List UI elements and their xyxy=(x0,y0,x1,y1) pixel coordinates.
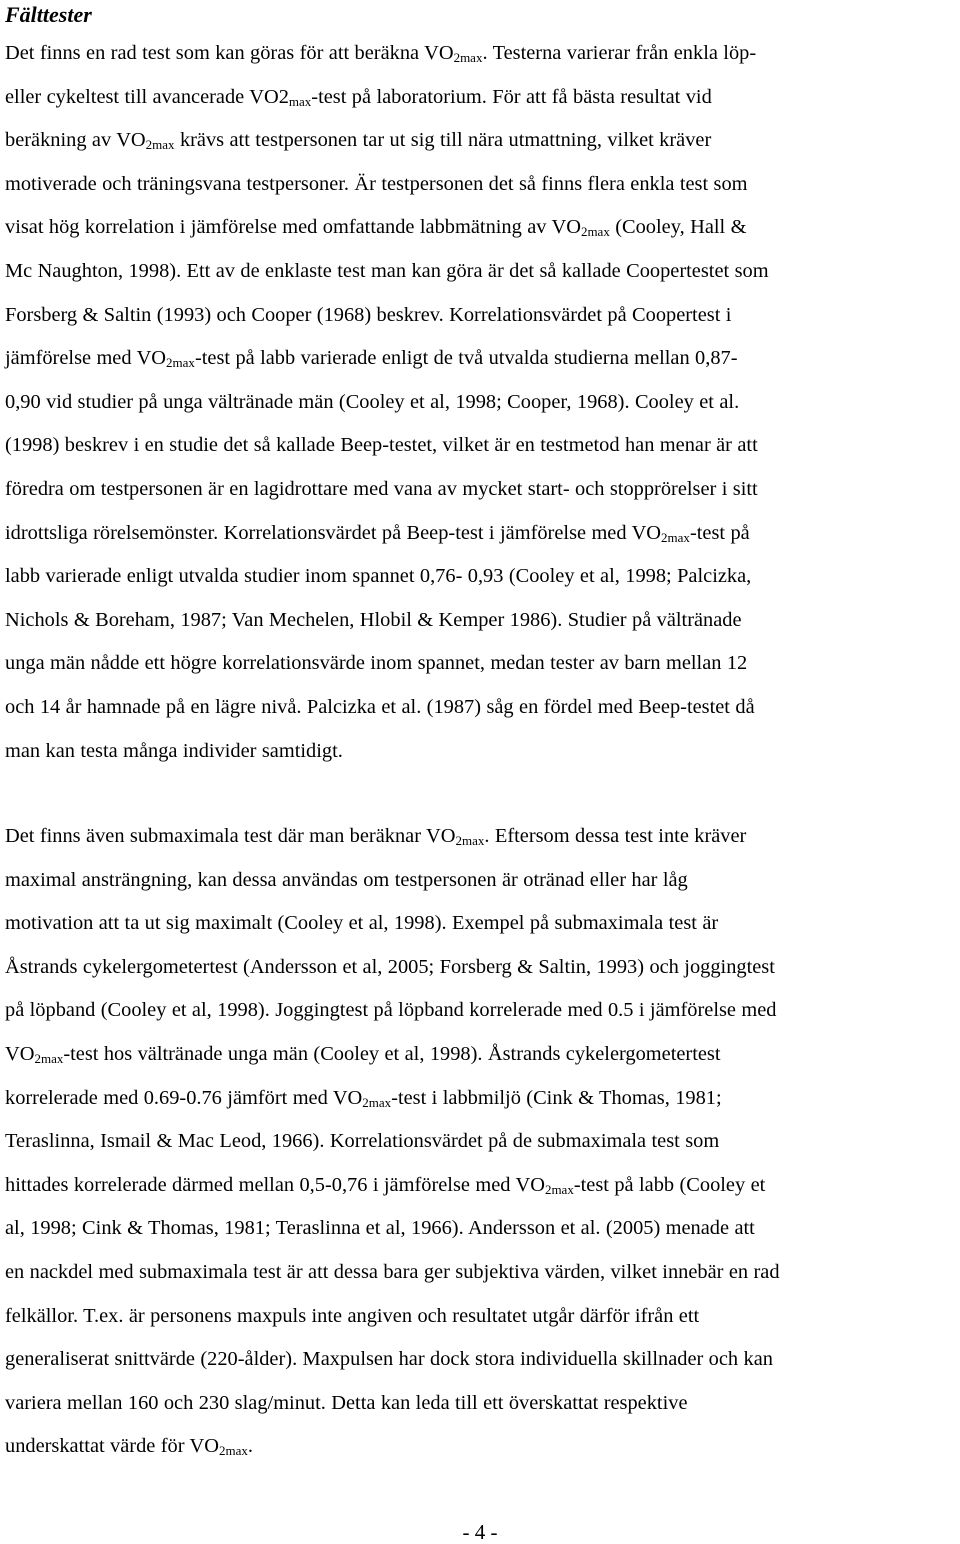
text-segment: jämförelse med VO xyxy=(5,347,167,370)
text-line xyxy=(5,1033,960,1077)
text-line xyxy=(5,946,960,990)
text-segment: motivation att ta ut sig maximalt (Cooley et al, 1998). Exempel på submaximala test är xyxy=(5,912,719,935)
text-segment: (1998) beskrev i en studie det så kallade Beep-testet, vilket är en testmetod han menar är att xyxy=(5,434,758,457)
text-segment: -test på xyxy=(689,521,750,544)
text-segment: (Cooley, Hall & xyxy=(609,216,747,239)
section-heading: Fälttester xyxy=(5,2,92,27)
text-line xyxy=(5,686,960,730)
text-segment: labb varierade enligt utvalda studier inom spannet 0,76- 0,93 (Cooley et al, 1998; Palcizka, xyxy=(5,565,752,588)
text-segment: -test på laboratorium. För att få bästa resultat vid xyxy=(311,85,712,108)
text-line xyxy=(5,642,960,686)
text-segment: Det finns en rad test som kan göras för att beräkna VO xyxy=(5,42,454,64)
text-line xyxy=(5,1382,960,1426)
text-line xyxy=(5,32,960,76)
text-line xyxy=(5,1207,960,1251)
text-segment: generaliserat snittvärde (220-ålder). Maxpulsen har dock stora individuella skillnader och kan xyxy=(5,1348,773,1371)
text-segment: krävs att testpersonen tar ut sig till nära utmattning, vilket kräver xyxy=(174,129,712,152)
text-segment: och 14 år hamnade på en lägre nivå. Palcizka et al. (1987) såg en fördel med Beep-testet då xyxy=(5,695,755,718)
text-segment: felkällor. T.ex. är personens maxpuls inte angiven och resultatet utgår därför ifrån ett xyxy=(5,1304,700,1327)
text-segment: . Eftersom dessa test inte kräver xyxy=(484,825,747,847)
text-line xyxy=(5,1120,960,1164)
subscript: 2max xyxy=(453,50,483,65)
text-segment: -test på labb (Cooley et xyxy=(573,1173,766,1196)
subscript: 2max xyxy=(145,137,175,153)
text-line xyxy=(5,1425,960,1469)
text-line xyxy=(5,512,960,556)
text-segment: på löpband (Cooley et al, 1998). Joggingtest på löpband korrelerade med 0.5 i jämförelse med xyxy=(5,999,777,1022)
text-line xyxy=(5,76,960,120)
text-segment: -test på labb varierade enligt de två utvalda studierna mellan 0,87- xyxy=(194,347,738,370)
text-segment: eller cykeltest till avancerade VO2 xyxy=(5,85,289,108)
text-segment: Mc Naughton, 1998). Ett av de enklaste test man kan göra är det så kallade Coopertestet som xyxy=(5,259,769,282)
text-line xyxy=(5,989,960,1033)
text-line xyxy=(5,119,960,163)
subscript: 2max xyxy=(580,224,610,240)
text-segment: motiverade och träningsvana testpersoner. Är testpersonen det så finns flera enkla test som xyxy=(5,172,748,195)
text-segment: Nichols & Boreham, 1987; Van Mechelen, Hlobil & Kemper 1986). Studier på vältränade xyxy=(5,608,742,631)
text-line xyxy=(5,599,960,643)
text-line xyxy=(5,163,960,207)
text-segment: hittades korrelerade därmed mellan 0,5-0,76 i jämförelse med VO xyxy=(5,1173,545,1196)
text-line xyxy=(5,381,960,425)
subscript: 2max xyxy=(544,1181,574,1197)
paragraph-1 xyxy=(5,32,960,773)
text-segment: unga män nådde ett högre korrelationsvärde inom spannet, medan tester av barn mellan 12 xyxy=(5,652,748,675)
text-segment: . xyxy=(247,1435,253,1458)
text-segment: beräkning av VO xyxy=(5,129,146,152)
text-line xyxy=(5,730,960,774)
text-segment: Teraslinna, Ismail & Mac Leod, 1966). Korrelationsvärdet på de submaximala test som xyxy=(5,1130,720,1153)
text-segment: -test hos vältränade unga män (Cooley et al, 1998). Åstrands cykelergometertest xyxy=(63,1042,721,1065)
subscript: 2max xyxy=(34,1050,64,1066)
text-line xyxy=(5,468,960,512)
text-line xyxy=(5,555,960,599)
text-segment: Åstrands cykelergometertest (Andersson et al, 2005; Forsberg & Saltin, 1993) och joggingtest xyxy=(5,955,775,978)
text-segment: underskattat värde för VO xyxy=(5,1435,219,1458)
text-line xyxy=(5,902,960,946)
text-line xyxy=(5,1295,960,1339)
text-line xyxy=(5,206,960,250)
subscript: 2max xyxy=(219,1443,248,1459)
text-segment: korrelerade med 0.69-0.76 jämfört med VO xyxy=(5,1086,363,1109)
text-segment: idrottsliga rörelsemönster. Korrelationsvärdet på Beep-test i jämförelse med VO xyxy=(5,521,662,544)
subscript: max xyxy=(288,93,312,109)
text-segment: Det finns även submaximala test där man beräknar VO xyxy=(5,825,456,847)
text-segment: föredra om testpersonen är en lagidrottare med vana av mycket start- och stopprörelser i sitt xyxy=(5,477,758,500)
subscript: 2max xyxy=(455,833,485,848)
text-line xyxy=(5,1338,960,1382)
text-line xyxy=(5,424,960,468)
text-segment: . Testerna varierar från enkla löp- xyxy=(482,42,757,64)
text-line xyxy=(5,1164,960,1208)
text-line xyxy=(5,859,960,903)
text-segment: 0,90 vid studier på unga vältränade män (Cooley et al, 1998; Cooper, 1968). Cooley et al. xyxy=(5,390,740,413)
text-segment: -test i labbmiljö (Cink & Thomas, 1981; xyxy=(391,1086,722,1109)
text-segment: en nackdel med submaximala test är att dessa bara ger subjektiva värden, vilket innebär en rad xyxy=(5,1260,780,1283)
text-line xyxy=(5,294,960,338)
text-segment: visat hög korrelation i jämförelse med omfattande labbmätning av VO xyxy=(5,216,581,239)
text-segment: man kan testa många individer samtidigt. xyxy=(5,739,343,762)
text-segment: VO xyxy=(5,1042,35,1065)
subscript: 2max xyxy=(661,529,690,545)
subscript: 2max xyxy=(362,1094,392,1110)
text-line xyxy=(5,337,960,381)
text-segment: variera mellan 160 och 230 slag/minut. Detta kan leda till ett överskattat respektive xyxy=(5,1391,688,1414)
text-line xyxy=(5,250,960,294)
text-segment: al, 1998; Cink & Thomas, 1981; Teraslinna et al, 1966). Andersson et al. (2005) menade att xyxy=(5,1217,755,1240)
paragraph-2 xyxy=(5,815,960,1469)
subscript: 2max xyxy=(166,355,195,371)
text-line xyxy=(5,1251,960,1295)
text-line xyxy=(5,815,960,859)
text-line xyxy=(5,1077,960,1121)
page-number: - 4 - xyxy=(462,1520,498,1544)
text-segment: Forsberg & Saltin (1993) och Cooper (1968) beskrev. Korrelationsvärdet på Coopertest i xyxy=(5,303,732,326)
text-segment: maximal ansträngning, kan dessa användas om testpersonen är otränad eller har låg xyxy=(5,868,688,891)
